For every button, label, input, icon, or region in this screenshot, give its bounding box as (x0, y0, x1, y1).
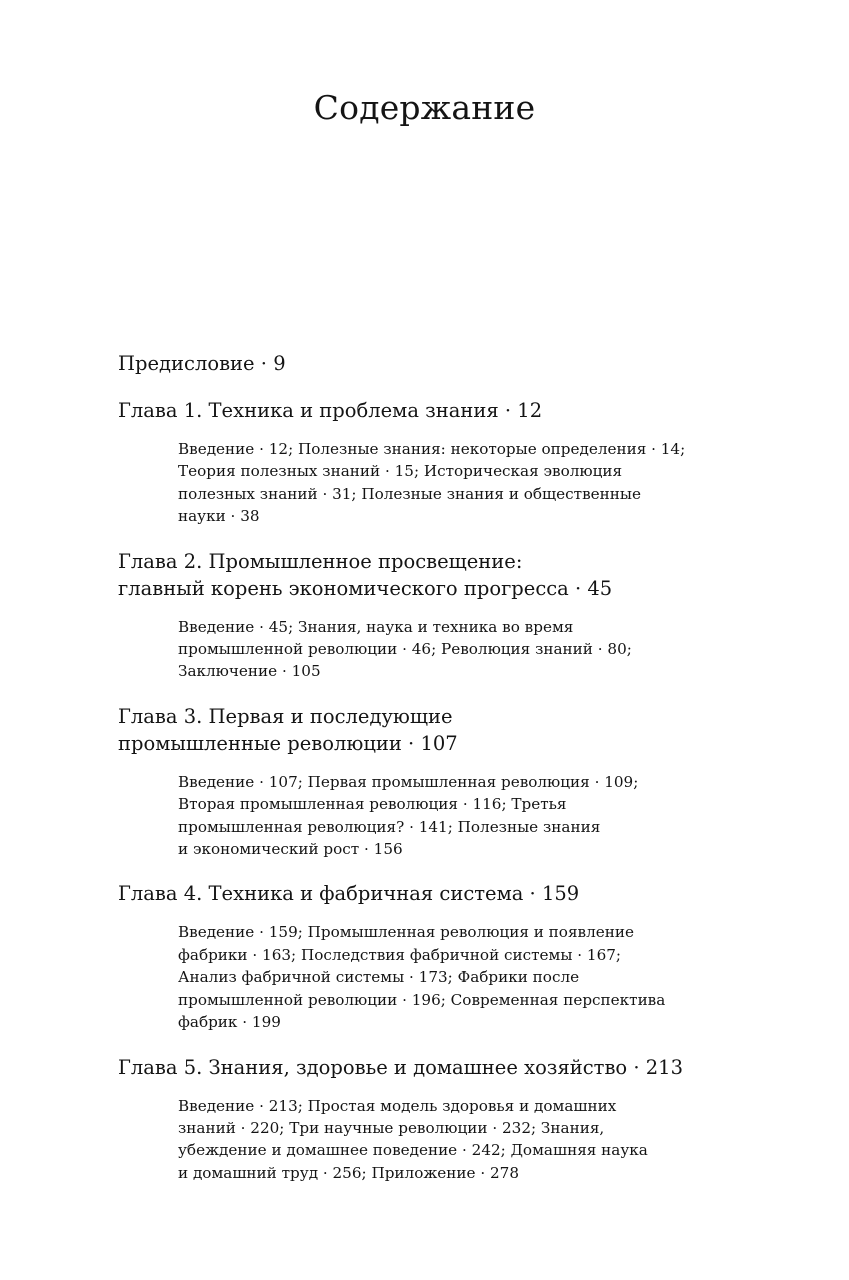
chapter-sections-line: промышленной революции · 196; Современная перспектива (178, 990, 666, 1009)
chapter-sections (178, 438, 748, 528)
chapter-sections-line: Введение · 159; Промышленная революция и появление (178, 923, 634, 942)
chapter-title-line: Глава 3. Первая и последующие (118, 704, 453, 728)
chapter-sections-line: фабрики · 163; Последствия фабричной системы · 167; (178, 945, 622, 964)
chapter-sections (178, 771, 748, 861)
toc-chapter-4 (118, 880, 758, 1033)
chapter-title-line: Глава 2. Промышленное просвещение: (118, 549, 523, 573)
chapter-sections-line: полезных знаний · 31; Полезные знания и общественные (178, 484, 641, 503)
toc-entry-preface: Предисловие · 9 (118, 352, 286, 375)
chapter-sections (178, 1095, 748, 1185)
chapter-title-line: Глава 4. Техника и фабричная система · 159 (118, 882, 580, 906)
chapter-title-line: Глава 1. Техника и проблема знания · 12 (118, 399, 543, 422)
chapter-title (118, 703, 758, 757)
chapter-sections (178, 616, 748, 683)
chapter-sections-line: Теория полезных знаний · 15; Историческая эволюция (178, 462, 623, 481)
chapter-sections-line: Введение · 12; Полезные знания: некоторые определения · 14; (178, 440, 686, 458)
chapter-sections-line: знаний · 220; Три научные революции · 232; Знания, (178, 1118, 605, 1137)
page-title: Содержание (313, 88, 536, 127)
chapter-title-line: главный корень экономического прогресса · 45 (118, 576, 613, 600)
chapter-sections-line: и домашний труд · 256; Приложение · 278 (178, 1163, 519, 1182)
chapter-title (118, 880, 758, 907)
chapter-sections-line: убеждение и домашнее поведение · 242; Домашняя наука (178, 1141, 648, 1160)
chapter-sections-line: Анализ фабричной системы · 173; Фабрики после (178, 968, 580, 987)
chapter-sections-line: Вторая промышленная революция · 116; Третья (178, 795, 567, 814)
chapter-title-line: промышленные революции · 107 (118, 731, 458, 755)
toc-chapter-5 (118, 1054, 758, 1185)
toc-chapter-3 (118, 703, 758, 861)
toc-chapter-2 (118, 548, 758, 683)
chapter-sections-line: и экономический рост · 156 (178, 840, 403, 859)
table-of-contents (118, 350, 758, 1204)
chapter-title (118, 548, 758, 602)
chapter-sections-line: Заключение · 105 (178, 662, 321, 681)
chapter-sections-line: промышленная революция? · 141; Полезные знания (178, 817, 601, 836)
toc-chapter-1 (118, 397, 758, 528)
chapter-title (118, 1054, 758, 1081)
chapter-sections-line: Введение · 213; Простая модель здоровья и домашних (178, 1096, 617, 1115)
chapter-sections (178, 921, 748, 1033)
chapter-sections-line: Введение · 107; Первая промышленная революция · 109; (178, 772, 639, 791)
chapter-sections-line: фабрик · 199 (178, 1013, 281, 1032)
chapter-sections-line: Введение · 45; Знания, наука и техника во время (178, 617, 574, 636)
chapter-title (118, 397, 758, 424)
chapter-sections-line: науки · 38 (178, 507, 260, 526)
chapter-sections-line: промышленной революции · 46; Революция знаний · 80; (178, 640, 632, 659)
chapter-title-line: Глава 5. Знания, здоровье и домашнее хозяйство · 213 (118, 1055, 683, 1079)
